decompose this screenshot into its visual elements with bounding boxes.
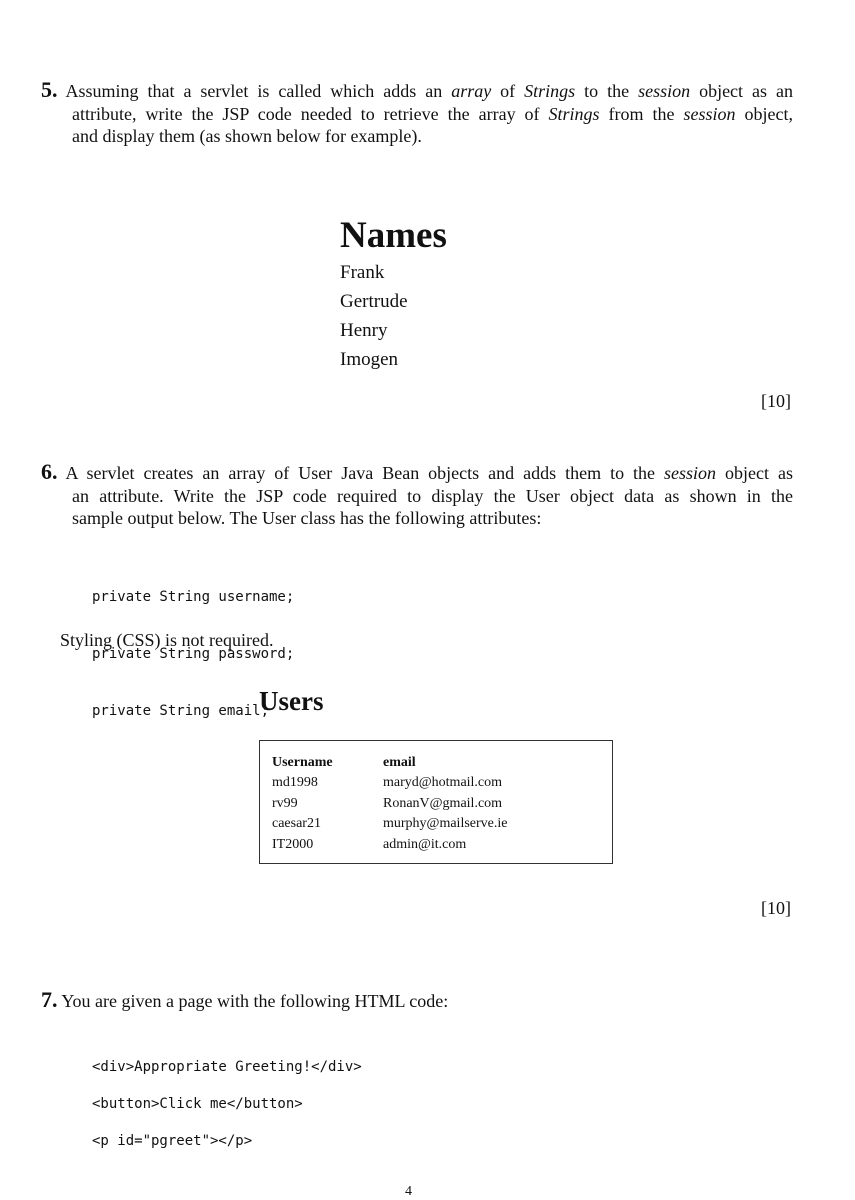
- q7-number: 7.: [41, 987, 58, 1012]
- question-5: [41, 79, 793, 148]
- username-cell: caesar21: [272, 816, 321, 832]
- question-6: [41, 461, 793, 530]
- username-cell: IT2000: [272, 836, 314, 852]
- q5-line-1: 5. Assuming that a servlet is called which adds an array of Strings to the session object as an: [41, 77, 793, 102]
- q7-code-line-2: <button>Click me</button>: [92, 1096, 303, 1112]
- names-item: Gertrude: [340, 291, 408, 312]
- users-title: Users: [259, 686, 324, 716]
- email-cell: maryd@hotmail.com: [383, 775, 503, 791]
- users-table: [272, 752, 507, 855]
- q5-line-2: attribute, write the JSP code needed to retrieve the array of Strings from the session object,: [72, 103, 794, 124]
- names-item: Frank: [340, 262, 385, 283]
- names-item: Henry: [340, 320, 388, 341]
- q6-line-3: sample output below. The User class has the following attributes:: [72, 508, 542, 528]
- email-cell: admin@it.com: [383, 836, 467, 852]
- names-title: Names: [340, 215, 447, 256]
- names-item: Imogen: [340, 349, 399, 370]
- q5-number: 5.: [41, 77, 58, 102]
- q5-marks: [10]: [761, 391, 791, 411]
- header-email: email: [383, 754, 416, 770]
- code-line: private String username;: [92, 589, 295, 605]
- q6-number: 6.: [41, 459, 58, 484]
- q7-code-line-3: <p id="pgreet"></p>: [92, 1133, 253, 1149]
- table-row: [272, 814, 507, 835]
- q7-line-1: 7. You are given a page with the following HTML code:: [41, 987, 449, 1012]
- table-row: [272, 835, 507, 856]
- email-cell: murphy@mailserve.ie: [383, 816, 508, 832]
- styling-note: Styling (CSS) is not required.: [60, 630, 274, 650]
- q6-line-1: 6. A servlet creates an array of User Java Bean objects and adds them to the session object as: [41, 459, 793, 484]
- q6-line-2: an attribute. Write the JSP code required to display the User object data as shown in the: [72, 485, 793, 506]
- username-cell: rv99: [272, 795, 298, 811]
- email-cell: RonanV@gmail.com: [383, 795, 503, 811]
- username-cell: md1998: [272, 775, 318, 791]
- names-example: [340, 214, 447, 374]
- table-header-row: [272, 752, 507, 773]
- question-7: [41, 989, 793, 1013]
- table-row: [272, 794, 507, 815]
- q7-code-line-1: <div>Appropriate Greeting!</div>: [92, 1059, 362, 1075]
- code-line: private String email;: [92, 703, 270, 719]
- table-row: [272, 773, 507, 794]
- page-number: 4: [405, 1184, 412, 1199]
- q6-marks: [10]: [761, 898, 791, 918]
- code-line: private String password;: [92, 646, 295, 662]
- q5-line-3: and display them (as shown below for example).: [72, 126, 422, 146]
- header-username: Username: [272, 754, 333, 770]
- users-table-box: [259, 740, 613, 864]
